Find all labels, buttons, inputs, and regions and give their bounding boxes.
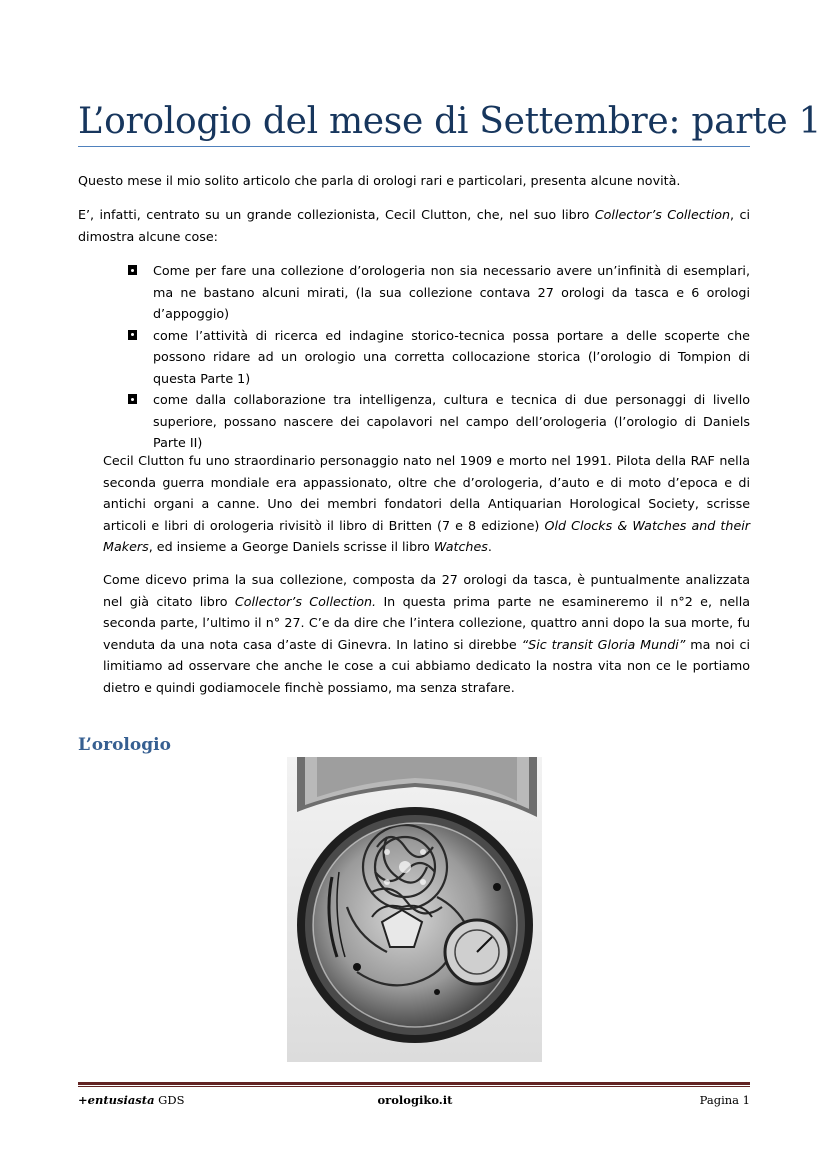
intro-paragraph: Questo mese il mio solito articolo che parla di orologi rari e particolari, presenta alcune novità. [78,173,681,188]
footer-rule [78,1082,750,1085]
pocket-watch-movement-photo [287,757,542,1062]
footer-author [78,1092,184,1108]
centrato-paragraph [78,204,750,247]
bullet-icon [128,265,137,275]
page-title: L’orologio del mese di Settembre: parte 1 [78,101,822,142]
biography-paragraph [103,450,750,558]
centrato-text: E’, infatti, centrato su un grande collezionista, Cecil Clutton, che, nel suo libro [78,207,595,222]
list-item [128,260,750,325]
list-item-text: come dalla collaborazione tra intelligenza, cultura e tecnica di due personaggi di livello superiore, possano nascere dei capolavori nel campo dell’orologeria (l’orologio di Daniels Parte II) [153,392,750,450]
book-title-watches: Watches [433,539,488,554]
bullet-icon [128,394,137,404]
book-title-collectors-collection-2: Collector’s Collection. [234,593,377,609]
list-item-text: come l’attività di ricerca ed indagine storico-tecnica possa portare a delle scoperte che possono ridare ad un orologio una corretta collocazione storica (l’orologio di Tompion di questa Parte 1) [153,327,750,386]
latin-quote: “Sic transit Gloria Mundi” [521,636,686,652]
title-underline [78,146,750,147]
bullet-icon [128,330,137,340]
bullet-list [128,260,750,454]
book-title-collectors-collection: Collector’s Collection [594,207,731,222]
list-item [128,325,750,390]
bio-text-3: . [487,539,492,554]
footer-rule-thin [78,1086,750,1087]
book-title-old-clocks: Old Clocks & Watches and their Makers [103,517,750,554]
bio-text: Cecil Clutton fu uno straordinario personaggio nato nel 1909 e morto nel 1991. Pilota della RAF nella seconda guerra mondiale era appassionato, oltre che d’orologeria, d’auto e di moto d’epoca e di antichi organi a canne. Uno dei membri fondatori della Antiquarian Horological Society, scrisse articoli e libri di orologeria rivisitò il libro di Britten (7 e 8 edizione) [103,453,750,533]
footer-page-number: Pagina 1 [699,1093,750,1107]
list-item [128,389,750,454]
section-heading: L’orologio [78,735,171,755]
collection-text: Come dicevo prima la sua collezione, composta da 27 orologi da tasca, è puntualmente analizzata nel già citato libro [103,572,750,609]
collection-text-2: In questa prima parte ne esamineremo il n°2 e, nella seconda parte, l’ultimo il n° 27. C’e da dire che l’intera collezione, quattro anni dopo la sua morte, fu venduta da una nota casa d’aste di Ginevra. In latino si direbbe [103,593,750,652]
footer-author-name: GDS [154,1093,185,1107]
footer-brand: +entusiasta [78,1093,155,1107]
collection-text-3: ma noi ci limitiamo ad osservare che anche le cose a cui abbiamo dedicato la nostra vita non ce le portiamo dietro e quindi godiamocele finchè possiamo, ma senza strafare. [103,636,750,695]
footer-site: orologiko.it [377,1093,453,1107]
bio-text-2: , ed insieme a George Daniels scrisse il libro [148,539,434,554]
centrato-text-end: , ci dimostra alcune cose: [78,207,750,244]
collection-paragraph [103,569,750,698]
list-item-text: Come per fare una collezione d’orologeria non sia necessario avere un’infinità di esemplari, ma ne bastano alcuni mirati, (la sua collezione contava 27 orologi da tasca e 6 orologi d’appoggio) [153,263,750,321]
